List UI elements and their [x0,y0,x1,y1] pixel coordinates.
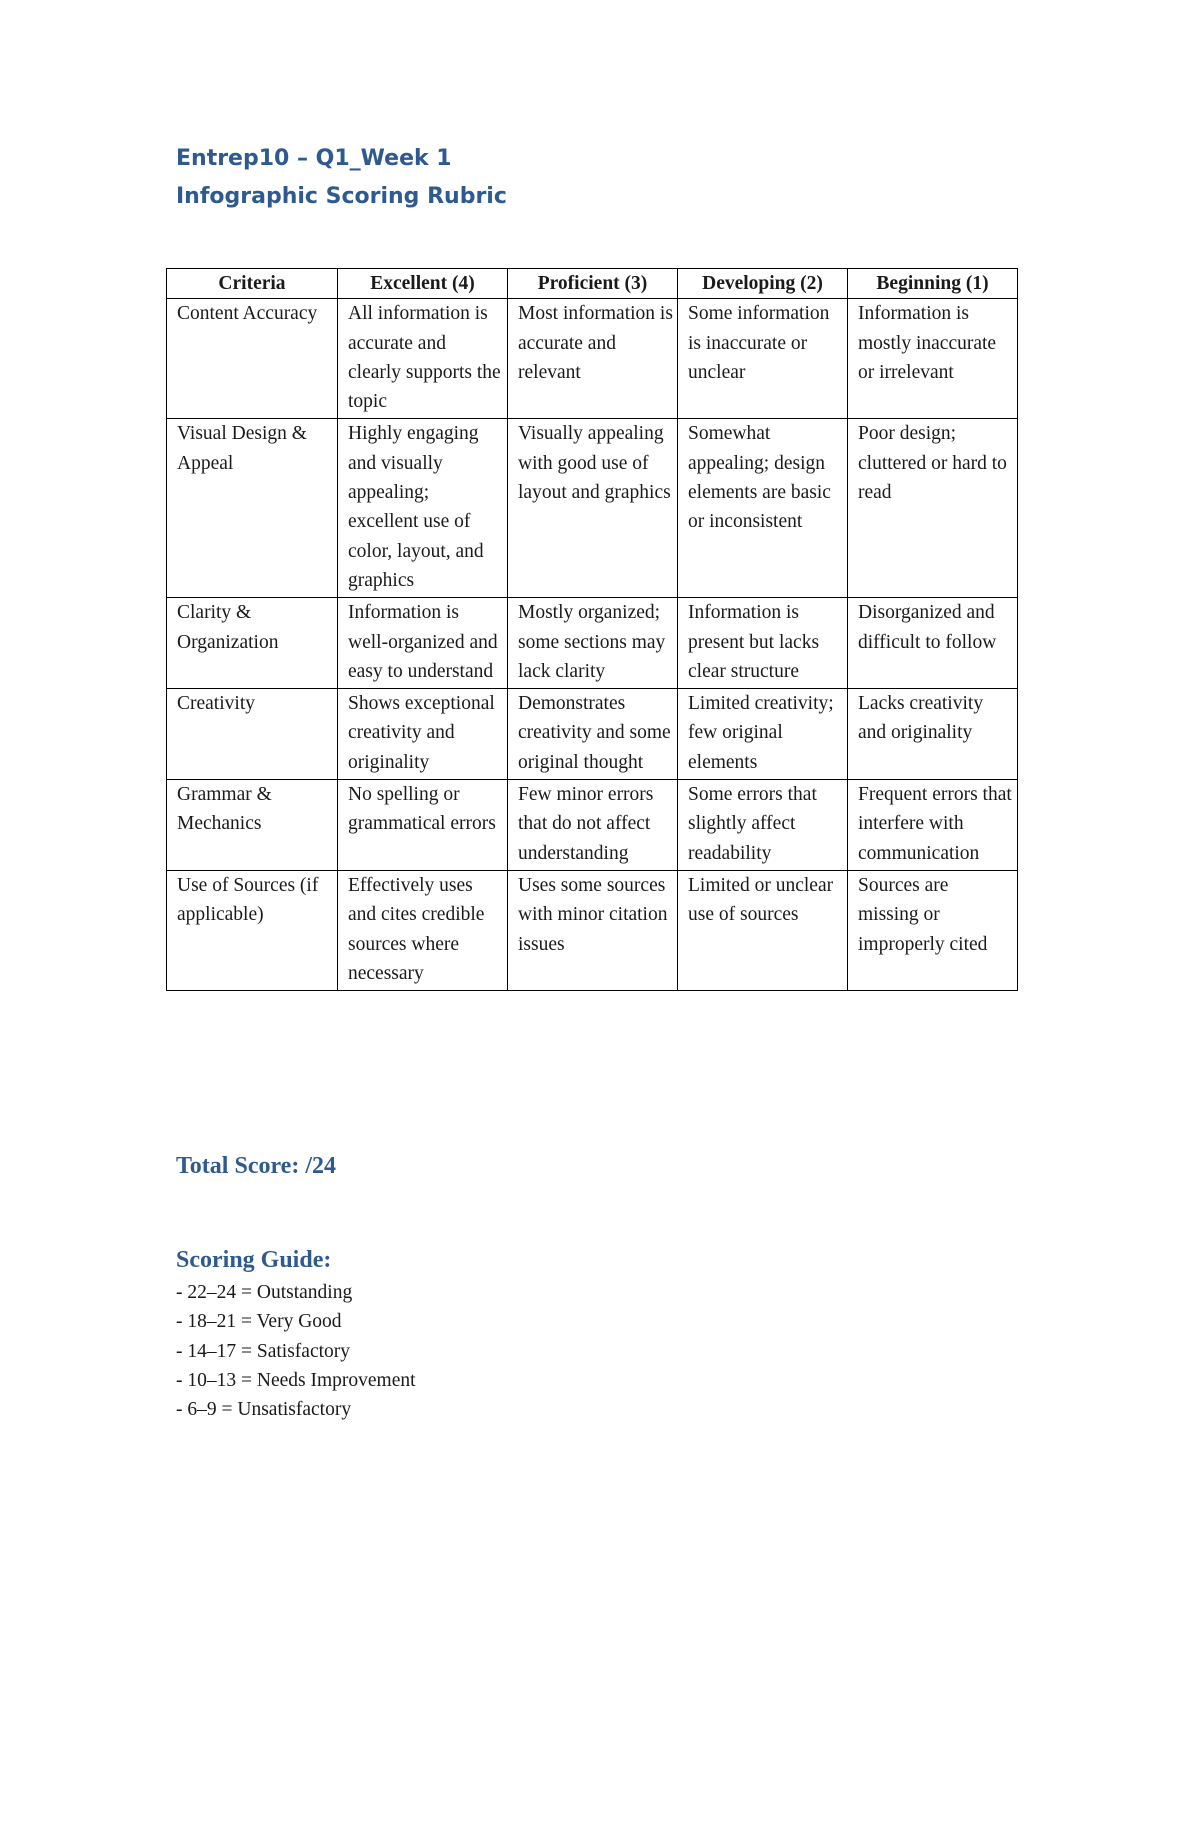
proficient-cell: Mostly organized; some sections may lack clarity [508,598,678,689]
developing-cell: Limited or unclear use of sources [678,870,848,990]
criteria-cell: Visual Design & Appeal [167,419,338,598]
column-header-criteria: Criteria [167,269,338,299]
rubric-body [167,299,1018,991]
proficient-cell: Most information is accurate and relevant [508,299,678,419]
list-item: - 22–24 = Outstanding [176,1282,353,1303]
developing-cell: Information is present but lacks clear structure [678,598,848,689]
table-row [167,870,1018,990]
rubric-title: Infographic Scoring Rubric [176,184,507,209]
table-row [167,689,1018,780]
list-item: - 10–13 = Needs Improvement [176,1369,416,1391]
beginning-cell: Poor design; cluttered or hard to read [848,419,1018,598]
criteria-cell: Content Accuracy [167,299,338,419]
criteria-cell: Grammar & Mechanics [167,780,338,871]
column-header-beginning: Beginning (1) [848,269,1018,299]
proficient-cell: Demonstrates creativity and some original thought [508,689,678,780]
excellent-cell: All information is accurate and clearly supports the topic [338,299,508,419]
column-header-excellent: Excellent (4) [338,269,508,299]
proficient-cell: Few minor errors that do not affect understanding [508,780,678,871]
total-score: Total Score: /24 [176,1153,336,1179]
rubric-header [167,269,1018,299]
table-row [167,598,1018,689]
list-item: - 14–17 = Satisfactory [176,1340,351,1362]
excellent-cell: Information is well-organized and easy to understand [338,598,508,689]
excellent-cell: Effectively uses and cites credible sources where necessary [338,870,508,990]
list-item: - 18–21 = Very Good [176,1311,342,1333]
scoring-guide-list [176,1278,416,1424]
table-row [167,780,1018,871]
beginning-cell: Frequent errors that interfere with communication [848,780,1018,871]
header-row [167,269,1018,299]
beginning-cell: Disorganized and difficult to follow [848,598,1018,689]
proficient-cell: Visually appealing with good use of layout and graphics [508,419,678,598]
beginning-cell: Sources are missing or improperly cited [848,870,1018,990]
scoring-guide-heading: Scoring Guide: [176,1247,332,1273]
list-item: - 6–9 = Unsatisfactory [176,1399,352,1421]
course-title: Entrep10 – Q1_Week 1 [176,146,452,171]
criteria-cell: Use of Sources (if applicable) [167,870,338,990]
document-header [176,140,507,216]
column-header-proficient: Proficient (3) [508,269,678,299]
excellent-cell: Shows exceptional creativity and originality [338,689,508,780]
beginning-cell: Lacks creativity and originality [848,689,1018,780]
criteria-cell: Creativity [167,689,338,780]
excellent-cell: No spelling or grammatical errors [338,780,508,871]
criteria-cell: Clarity & Organization [167,598,338,689]
table-row [167,299,1018,419]
column-header-developing: Developing (2) [678,269,848,299]
developing-cell: Some information is inaccurate or unclear [678,299,848,419]
table-row [167,419,1018,598]
rubric-table [166,268,1018,991]
developing-cell: Some errors that slightly affect readability [678,780,848,871]
beginning-cell: Information is mostly inaccurate or irrelevant [848,299,1018,419]
proficient-cell: Uses some sources with minor citation issues [508,870,678,990]
developing-cell: Somewhat appealing; design elements are basic or inconsistent [678,419,848,598]
excellent-cell: Highly engaging and visually appealing; excellent use of color, layout, and graphics [338,419,508,598]
developing-cell: Limited creativity; few original elements [678,689,848,780]
